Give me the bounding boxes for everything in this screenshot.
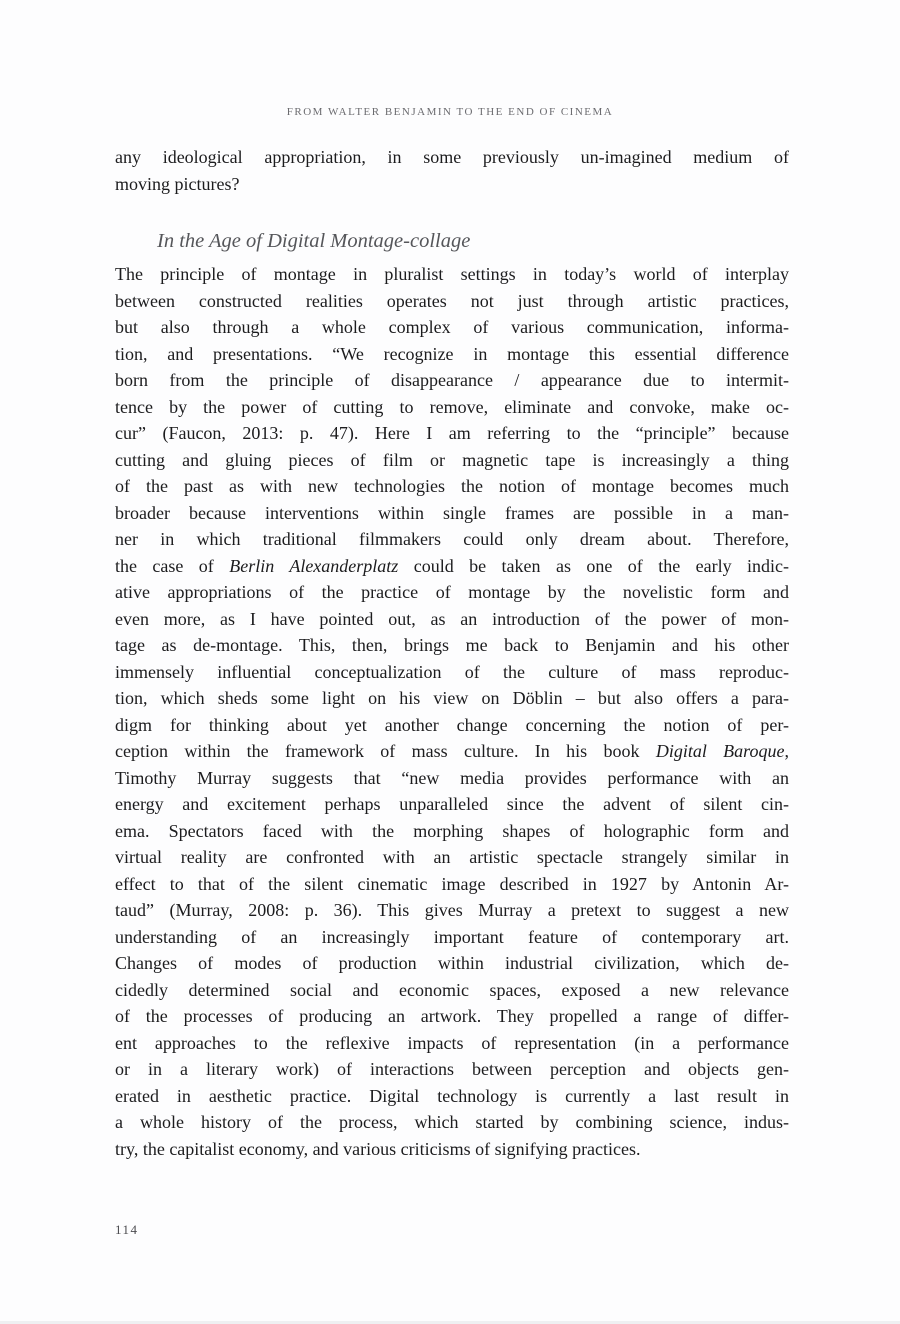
text-line: effect to that of the silent cinematic image described in 1927 by Antonin Ar-: [115, 873, 789, 894]
text-line: Changes of modes of production within industrial civilization, which de-: [115, 953, 789, 973]
text-line: Timothy Murray suggests that “new media provides performance with an: [115, 767, 789, 788]
text-line: ema. Spectators faced with the morphing shapes of holographic form and: [115, 820, 789, 841]
text-line: try, the capitalist economy, and various criticisms of signifying practices.: [115, 1138, 641, 1159]
text-line: digm for thinking about yet another change concerning the notion of per-: [115, 714, 789, 735]
text-line: ent approaches to the reflexive impacts of representation (in a performance: [115, 1032, 789, 1053]
text-line: of the past as with new technologies the notion of montage becomes much: [115, 476, 789, 496]
text-line: between constructed realities operates not just through artistic practices,: [115, 290, 789, 311]
text-line: tage as de-montage. This, then, brings me back to Benjamin and his other: [115, 635, 789, 655]
text-line: cidedly determined social and economic spaces, exposed a new relevance: [115, 979, 789, 1000]
text-line: even more, as I have pointed out, as an introduction of the power of mon-: [115, 608, 789, 629]
text-line: understanding of an increasingly important feature of contemporary art.: [115, 926, 789, 947]
text-line: taud” (Murray, 2008: p. 36). This gives Murray a pretext to suggest a new: [115, 900, 789, 920]
text-line: the case of Berlin Alexanderplatz could be taken as one of the early indic-: [115, 555, 789, 576]
text-line: a whole history of the process, which started by combining science, indus-: [115, 1112, 789, 1132]
text-line: virtual reality are confronted with an artistic spectacle strangely similar in: [115, 847, 789, 867]
text-line: energy and excitement perhaps unparalleled since the advent of silent cin-: [115, 794, 789, 814]
text-line: tence by the power of cutting to remove, eliminate and convoke, make oc-: [115, 396, 789, 417]
text-line: ception within the framework of mass culture. In his book Digital Baroque,: [115, 741, 789, 761]
main-paragraph: [115, 261, 789, 1162]
running-header: FROM WALTER BENJAMIN TO THE END OF CINEMA: [286, 106, 614, 118]
text-line: or in a literary work) of interactions between perception and objects gen-: [115, 1059, 789, 1079]
text-line: cur” (Faucon, 2013: p. 47). Here I am referring to the “principle” because: [115, 423, 789, 443]
text-line: erated in aesthetic practice. Digital technology is currently a last result in: [115, 1085, 789, 1106]
text-line: any ideological appropriation, in some previously un-imagined medium of: [115, 147, 789, 167]
text-line: tion, and presentations. “We recognize in montage this essential difference: [115, 343, 789, 364]
text-line: born from the principle of disappearance / appearance due to intermit-: [115, 370, 789, 390]
text-line: but also through a whole complex of various communication, informa-: [115, 317, 789, 337]
section-heading: In the Age of Digital Montage-collage: [157, 230, 471, 252]
text-line: of the processes of producing an artwork. They propelled a range of differ-: [115, 1006, 789, 1026]
opening-paragraph: [115, 144, 789, 197]
text-line: ner in which traditional filmmakers could only dream about. Therefore,: [115, 529, 789, 549]
text-line: tion, which sheds some light on his view on Döblin – but also offers a para-: [115, 688, 789, 708]
text-line: moving pictures?: [115, 173, 240, 194]
text-line: immensely influential conceptualization of the culture of mass reproduc-: [115, 661, 789, 682]
page-number: 114: [115, 1222, 139, 1237]
text-line: broader because interventions within single frames are possible in a man-: [115, 502, 789, 523]
text-line: The principle of montage in pluralist settings in today’s world of interplay: [115, 264, 789, 284]
text-line: cutting and gluing pieces of film or magnetic tape is increasingly a thing: [115, 449, 789, 470]
text-line: ative appropriations of the practice of montage by the novelistic form and: [115, 582, 789, 602]
